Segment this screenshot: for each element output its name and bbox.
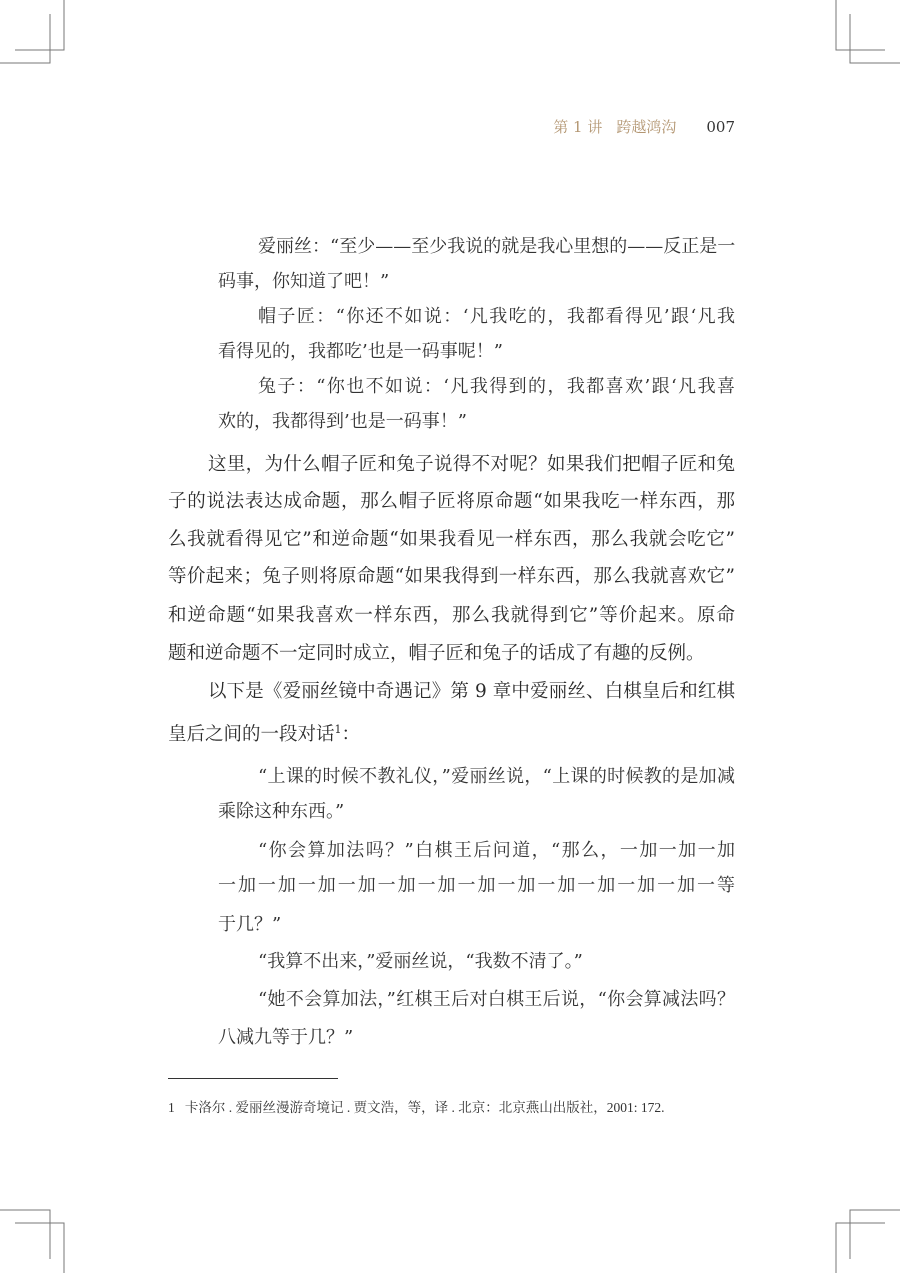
chapter-number: 第 1 讲 [553,118,603,136]
line-text: “她不会算加法，”红棋王后对白棋王后说，“你会算减法吗？ [258,989,735,1010]
line-text: 乘除这种东西。” [218,801,345,822]
line-text: 八减九等于几？” [218,1027,354,1048]
paragraph-line [208,453,735,477]
quote-line [218,410,467,434]
paragraph-line [208,680,735,704]
line-text: 一加一加一加一加一加一加一加一加一加一加一加一加一等 [218,875,735,896]
line-text: 码事，你知道了吧！” [218,271,390,292]
line-text: 兔子：“你也不如说：‘凡我得到的，我都喜欢’跟‘凡我喜 [258,376,735,397]
line-text: 看得见的，我都吃’也是一码事呢！” [218,341,503,362]
quote-line [218,270,389,294]
paragraph-line [168,490,735,514]
quote-line [218,874,735,898]
paragraph-line [168,642,705,666]
line-text: 题和逆命题不一定同时成立，帽子匠和兔子的话成了有趣的反例。 [168,643,705,664]
quote-line [218,340,503,364]
quote-line [258,305,735,329]
line-text: 这里，为什么帽子匠和兔子说得不对呢？如果我们把帽子匠和兔 [208,454,735,475]
paragraph-line [168,604,735,628]
line-text: “你会算加法吗？”白棋王后问道，“那么，一加一加一加 [258,840,735,861]
line-text: 爱丽丝：“至少——至少我说的就是我心里想的——反正是一 [258,236,736,257]
running-header [553,116,735,137]
quote-line [218,800,344,824]
line-text: 欢的，我都得到’也是一码事！” [218,411,467,432]
quote-line [218,913,281,937]
paragraph-line [168,528,735,552]
paragraph-line [168,718,361,746]
chapter-title: 跨越鸿沟 [616,118,677,136]
quote-line [258,950,583,974]
page-number: 007 [706,118,735,136]
quote-line [258,839,735,863]
line-text: “上课的时候不教礼仪，”爱丽丝说，“上课的时候教的是加减 [258,766,735,787]
line-text: 于几？” [218,914,282,935]
paragraph-line [168,565,735,589]
quote-line [258,235,735,259]
quote-line [258,765,735,789]
line-tail: ： [341,724,361,746]
quote-line [258,375,735,399]
line-text: 和逆命题“如果我喜欢一样东西，那么我就得到它”等价起来。原命 [168,605,735,626]
footnote-rule [168,1078,338,1079]
quote-line [258,988,735,1012]
quote-line [218,1026,353,1050]
line-text: “我算不出来，”爱丽丝说，“我数不清了。” [258,951,583,972]
footnote-text: 卡洛尔 . 爱丽丝漫游奇境记 . 贾文浩，等，译 . 北京：北京燕山出版社，2001: 172. [184,1100,665,1115]
line-text: 以下是《爱丽丝镜中奇遇记》第 9 章中爱丽丝、白棋皇后和红棋 [208,681,735,702]
footnote-ref[interactable]: 1 [334,723,342,736]
line-text: 子的说法表达成命题，那么帽子匠将原命题“如果我吃一样东西，那 [168,491,735,512]
line-text: 么我就看得见它”和逆命题“如果我看见一样东西，那么我就会吃它” [168,529,735,550]
line-text: 皇后之间的一段对话 [168,724,335,746]
line-text: 帽子匠：“你还不如说：‘凡我吃的，我都看得见’跟‘凡我 [258,306,735,327]
line-text: 等价起来；兔子则将原命题“如果我得到一样东西，那么我就喜欢它” [168,566,735,587]
footnote-number: 1 [168,1100,175,1115]
footnote [168,1096,665,1116]
